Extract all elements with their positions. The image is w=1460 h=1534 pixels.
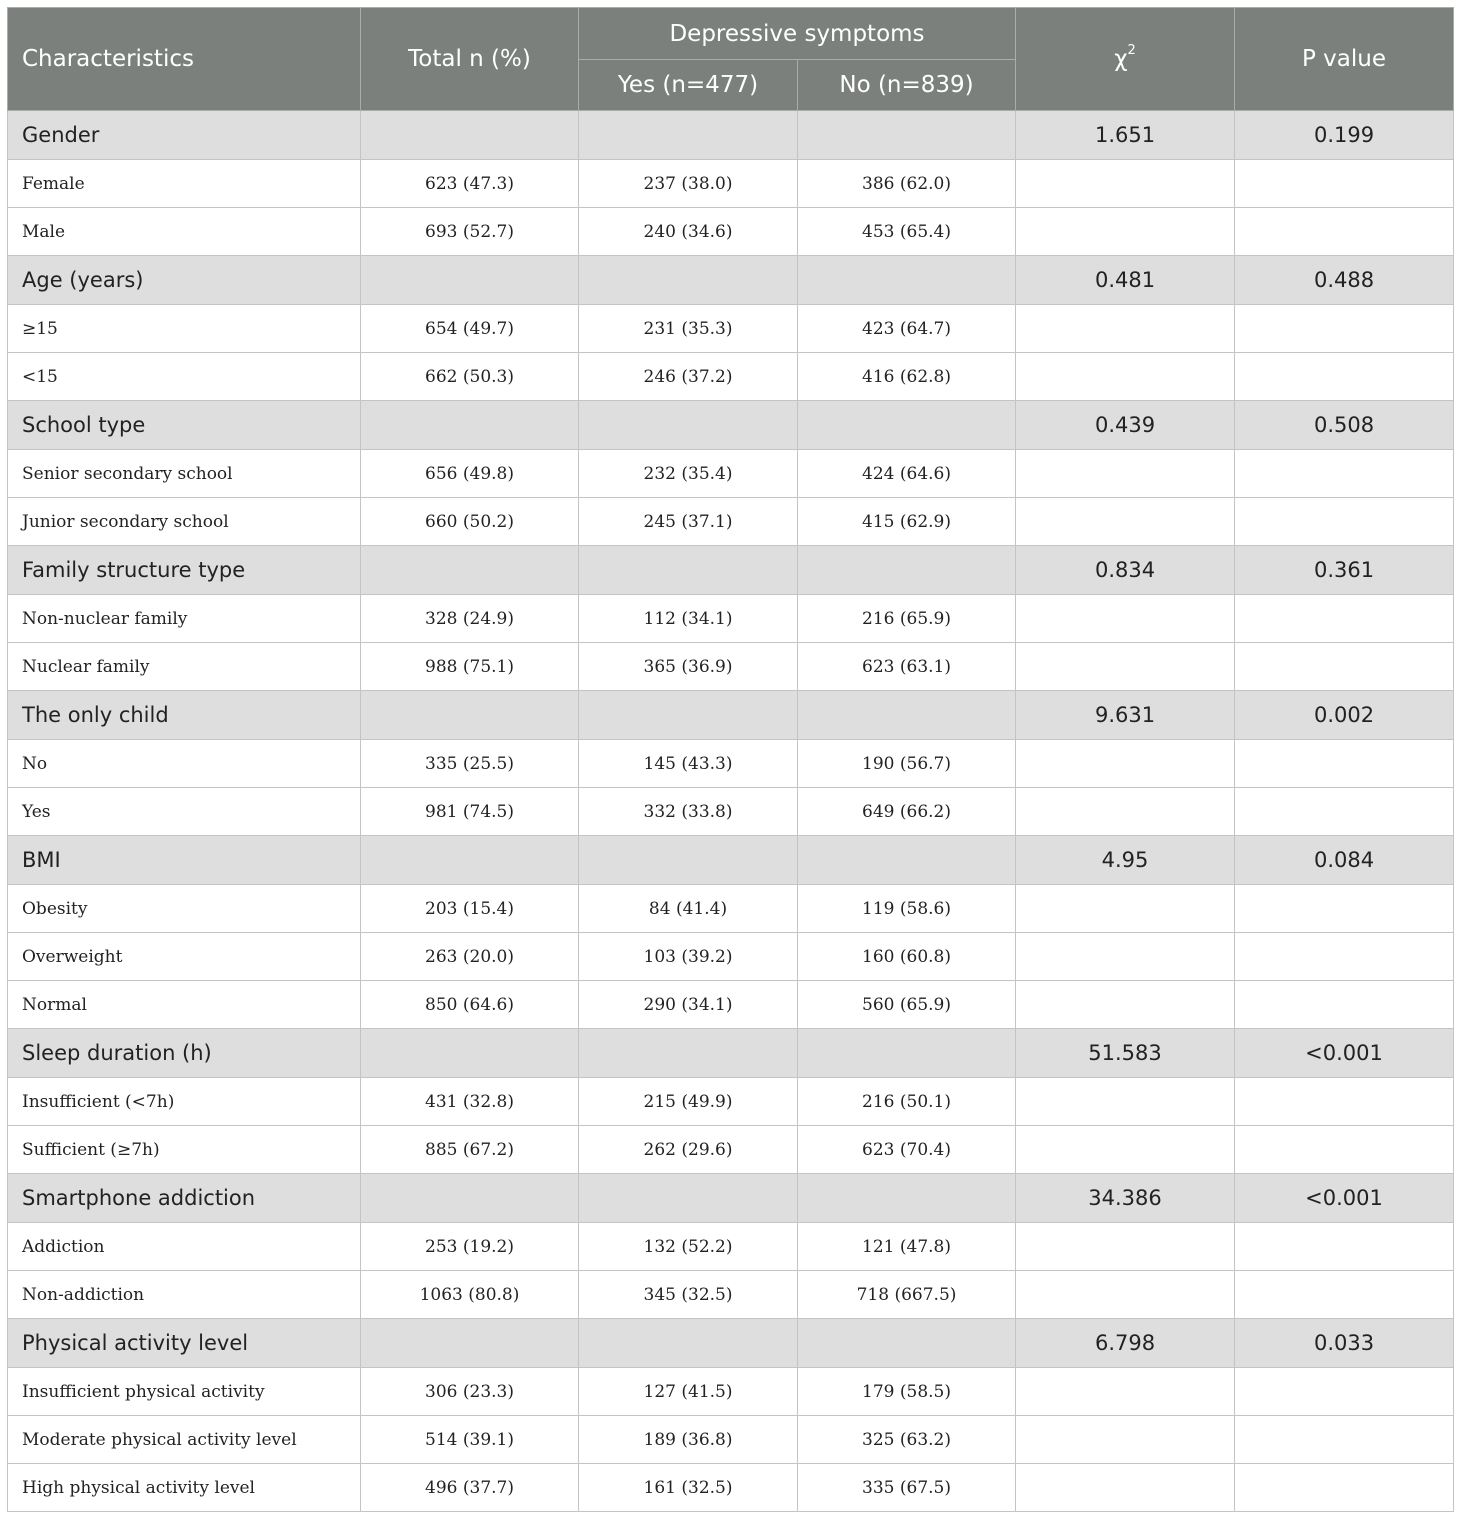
no-cell: 386 (62.0) bbox=[798, 160, 1016, 208]
table-row bbox=[8, 788, 1454, 836]
no-cell: 216 (65.9) bbox=[798, 595, 1016, 643]
row-label: Insufficient physical activity bbox=[8, 1368, 361, 1416]
yes-cell: 103 (39.2) bbox=[579, 933, 798, 981]
chi-square-empty-cell bbox=[1016, 595, 1235, 643]
p-value: <0.001 bbox=[1235, 1029, 1454, 1078]
yes-cell: 145 (43.3) bbox=[579, 740, 798, 788]
p-value: <0.001 bbox=[1235, 1174, 1454, 1223]
no-cell: 335 (67.5) bbox=[798, 1464, 1016, 1512]
no-cell: 119 (58.6) bbox=[798, 885, 1016, 933]
row-label: High physical activity level bbox=[8, 1464, 361, 1512]
chi-square-empty-cell bbox=[1016, 933, 1235, 981]
yes-cell: 237 (38.0) bbox=[579, 160, 798, 208]
category-yes-cell bbox=[579, 836, 798, 885]
category-yes-cell bbox=[579, 691, 798, 740]
yes-cell: 112 (34.1) bbox=[579, 595, 798, 643]
total-cell: 1063 (80.8) bbox=[361, 1271, 579, 1319]
category-total-cell bbox=[361, 1319, 579, 1368]
category-label: School type bbox=[8, 401, 361, 450]
table-row bbox=[8, 305, 1454, 353]
chi-square-value: 4.95 bbox=[1016, 836, 1235, 885]
table-row bbox=[8, 933, 1454, 981]
no-cell: 190 (56.7) bbox=[798, 740, 1016, 788]
chi-symbol: χ bbox=[1114, 46, 1128, 72]
category-no-cell bbox=[798, 546, 1016, 595]
no-cell: 121 (47.8) bbox=[798, 1223, 1016, 1271]
total-cell: 335 (25.5) bbox=[361, 740, 579, 788]
total-cell: 514 (39.1) bbox=[361, 1416, 579, 1464]
chi-square-value: 34.386 bbox=[1016, 1174, 1235, 1223]
row-label: Nuclear family bbox=[8, 643, 361, 691]
total-cell: 656 (49.8) bbox=[361, 450, 579, 498]
category-total-cell bbox=[361, 401, 579, 450]
table-row bbox=[8, 1464, 1454, 1512]
table-row bbox=[8, 1271, 1454, 1319]
table-row bbox=[8, 643, 1454, 691]
total-cell: 496 (37.7) bbox=[361, 1464, 579, 1512]
category-yes-cell bbox=[579, 111, 798, 160]
total-cell: 328 (24.9) bbox=[361, 595, 579, 643]
row-label: No bbox=[8, 740, 361, 788]
p-value: 0.199 bbox=[1235, 111, 1454, 160]
chi-square-empty-cell bbox=[1016, 643, 1235, 691]
chi-square-value: 1.651 bbox=[1016, 111, 1235, 160]
total-cell: 431 (32.8) bbox=[361, 1078, 579, 1126]
row-label: Normal bbox=[8, 981, 361, 1029]
no-cell: 649 (66.2) bbox=[798, 788, 1016, 836]
row-label: Female bbox=[8, 160, 361, 208]
table-row bbox=[8, 1223, 1454, 1271]
row-label: Insufficient (<7h) bbox=[8, 1078, 361, 1126]
p-value: 0.033 bbox=[1235, 1319, 1454, 1368]
category-no-cell bbox=[798, 1319, 1016, 1368]
p-value-empty-cell bbox=[1235, 981, 1454, 1029]
table-row bbox=[8, 1078, 1454, 1126]
chi-square-value: 0.834 bbox=[1016, 546, 1235, 595]
category-row bbox=[8, 256, 1454, 305]
row-label: Male bbox=[8, 208, 361, 256]
category-total-cell bbox=[361, 1029, 579, 1078]
p-value-empty-cell bbox=[1235, 1078, 1454, 1126]
header-characteristics: Characteristics bbox=[8, 8, 361, 111]
table-row bbox=[8, 595, 1454, 643]
yes-cell: 189 (36.8) bbox=[579, 1416, 798, 1464]
chi-square-empty-cell bbox=[1016, 1416, 1235, 1464]
chi-square-empty-cell bbox=[1016, 160, 1235, 208]
characteristics-table-container bbox=[7, 7, 1453, 1512]
category-yes-cell bbox=[579, 1029, 798, 1078]
total-cell: 981 (74.5) bbox=[361, 788, 579, 836]
table-row bbox=[8, 450, 1454, 498]
total-cell: 654 (49.7) bbox=[361, 305, 579, 353]
category-total-cell bbox=[361, 836, 579, 885]
category-row bbox=[8, 401, 1454, 450]
chi-square-empty-cell bbox=[1016, 885, 1235, 933]
category-no-cell bbox=[798, 836, 1016, 885]
header-no: No (n=839) bbox=[798, 60, 1016, 111]
yes-cell: 262 (29.6) bbox=[579, 1126, 798, 1174]
header-yes: Yes (n=477) bbox=[579, 60, 798, 111]
table-row bbox=[8, 981, 1454, 1029]
chi-square-empty-cell bbox=[1016, 1271, 1235, 1319]
category-row bbox=[8, 1319, 1454, 1368]
no-cell: 423 (64.7) bbox=[798, 305, 1016, 353]
no-cell: 160 (60.8) bbox=[798, 933, 1016, 981]
category-total-cell bbox=[361, 691, 579, 740]
p-value-empty-cell bbox=[1235, 643, 1454, 691]
category-row bbox=[8, 546, 1454, 595]
p-value-empty-cell bbox=[1235, 353, 1454, 401]
p-value-empty-cell bbox=[1235, 595, 1454, 643]
total-cell: 850 (64.6) bbox=[361, 981, 579, 1029]
chi-square-empty-cell bbox=[1016, 450, 1235, 498]
p-value-empty-cell bbox=[1235, 208, 1454, 256]
yes-cell: 365 (36.9) bbox=[579, 643, 798, 691]
chi-superscript: 2 bbox=[1127, 43, 1136, 59]
total-cell: 693 (52.7) bbox=[361, 208, 579, 256]
category-row bbox=[8, 111, 1454, 160]
no-cell: 560 (65.9) bbox=[798, 981, 1016, 1029]
table-body bbox=[8, 111, 1454, 1512]
table-row bbox=[8, 1416, 1454, 1464]
p-value-empty-cell bbox=[1235, 498, 1454, 546]
p-value-empty-cell bbox=[1235, 1126, 1454, 1174]
row-label: Overweight bbox=[8, 933, 361, 981]
chi-square-value: 0.481 bbox=[1016, 256, 1235, 305]
p-value: 0.084 bbox=[1235, 836, 1454, 885]
no-cell: 424 (64.6) bbox=[798, 450, 1016, 498]
no-cell: 415 (62.9) bbox=[798, 498, 1016, 546]
chi-square-empty-cell bbox=[1016, 1223, 1235, 1271]
yes-cell: 240 (34.6) bbox=[579, 208, 798, 256]
chi-square-value: 9.631 bbox=[1016, 691, 1235, 740]
category-label: BMI bbox=[8, 836, 361, 885]
row-label: Junior secondary school bbox=[8, 498, 361, 546]
yes-cell: 290 (34.1) bbox=[579, 981, 798, 1029]
chi-square-empty-cell bbox=[1016, 305, 1235, 353]
total-cell: 660 (50.2) bbox=[361, 498, 579, 546]
row-label: Senior secondary school bbox=[8, 450, 361, 498]
no-cell: 453 (65.4) bbox=[798, 208, 1016, 256]
total-cell: 623 (47.3) bbox=[361, 160, 579, 208]
table-row bbox=[8, 740, 1454, 788]
chi-square-empty-cell bbox=[1016, 208, 1235, 256]
row-label: Sufficient (≥7h) bbox=[8, 1126, 361, 1174]
table-row bbox=[8, 160, 1454, 208]
p-value: 0.508 bbox=[1235, 401, 1454, 450]
chi-square-empty-cell bbox=[1016, 353, 1235, 401]
p-value-empty-cell bbox=[1235, 933, 1454, 981]
total-cell: 988 (75.1) bbox=[361, 643, 579, 691]
chi-square-empty-cell bbox=[1016, 1126, 1235, 1174]
total-cell: 306 (23.3) bbox=[361, 1368, 579, 1416]
category-total-cell bbox=[361, 256, 579, 305]
row-label: ≥15 bbox=[8, 305, 361, 353]
chi-square-empty-cell bbox=[1016, 981, 1235, 1029]
no-cell: 179 (58.5) bbox=[798, 1368, 1016, 1416]
chi-square-empty-cell bbox=[1016, 788, 1235, 836]
p-value: 0.361 bbox=[1235, 546, 1454, 595]
chi-square-empty-cell bbox=[1016, 1464, 1235, 1512]
header-total: Total n (%) bbox=[361, 8, 579, 111]
category-total-cell bbox=[361, 1174, 579, 1223]
table-header bbox=[8, 8, 1454, 111]
p-value: 0.488 bbox=[1235, 256, 1454, 305]
category-row bbox=[8, 1174, 1454, 1223]
table-row bbox=[8, 885, 1454, 933]
p-value-empty-cell bbox=[1235, 740, 1454, 788]
category-label: Smartphone addiction bbox=[8, 1174, 361, 1223]
total-cell: 253 (19.2) bbox=[361, 1223, 579, 1271]
characteristics-table bbox=[7, 7, 1454, 1512]
row-label: Addiction bbox=[8, 1223, 361, 1271]
table-row bbox=[8, 1126, 1454, 1174]
category-no-cell bbox=[798, 1174, 1016, 1223]
category-no-cell bbox=[798, 111, 1016, 160]
total-cell: 662 (50.3) bbox=[361, 353, 579, 401]
yes-cell: 127 (41.5) bbox=[579, 1368, 798, 1416]
no-cell: 623 (63.1) bbox=[798, 643, 1016, 691]
chi-square-value: 0.439 bbox=[1016, 401, 1235, 450]
row-label: Yes bbox=[8, 788, 361, 836]
chi-square-value: 51.583 bbox=[1016, 1029, 1235, 1078]
yes-cell: 161 (32.5) bbox=[579, 1464, 798, 1512]
category-total-cell bbox=[361, 546, 579, 595]
no-cell: 718 (667.5) bbox=[798, 1271, 1016, 1319]
yes-cell: 215 (49.9) bbox=[579, 1078, 798, 1126]
yes-cell: 132 (52.2) bbox=[579, 1223, 798, 1271]
category-row bbox=[8, 691, 1454, 740]
category-row bbox=[8, 836, 1454, 885]
row-label: Obesity bbox=[8, 885, 361, 933]
category-label: Sleep duration (h) bbox=[8, 1029, 361, 1078]
row-label: <15 bbox=[8, 353, 361, 401]
table-row bbox=[8, 1368, 1454, 1416]
p-value-empty-cell bbox=[1235, 450, 1454, 498]
yes-cell: 232 (35.4) bbox=[579, 450, 798, 498]
row-label: Non-addiction bbox=[8, 1271, 361, 1319]
yes-cell: 84 (41.4) bbox=[579, 885, 798, 933]
p-value: 0.002 bbox=[1235, 691, 1454, 740]
table-row bbox=[8, 498, 1454, 546]
row-label: Moderate physical activity level bbox=[8, 1416, 361, 1464]
category-label: The only child bbox=[8, 691, 361, 740]
total-cell: 203 (15.4) bbox=[361, 885, 579, 933]
yes-cell: 246 (37.2) bbox=[579, 353, 798, 401]
category-no-cell bbox=[798, 256, 1016, 305]
chi-square-empty-cell bbox=[1016, 740, 1235, 788]
table-row bbox=[8, 353, 1454, 401]
p-value-empty-cell bbox=[1235, 885, 1454, 933]
yes-cell: 345 (32.5) bbox=[579, 1271, 798, 1319]
category-no-cell bbox=[798, 401, 1016, 450]
p-value-empty-cell bbox=[1235, 1464, 1454, 1512]
row-label: Non-nuclear family bbox=[8, 595, 361, 643]
chi-square-empty-cell bbox=[1016, 1078, 1235, 1126]
p-value-empty-cell bbox=[1235, 1223, 1454, 1271]
header-chi-square bbox=[1016, 8, 1235, 111]
no-cell: 416 (62.8) bbox=[798, 353, 1016, 401]
category-label: Family structure type bbox=[8, 546, 361, 595]
category-label: Gender bbox=[8, 111, 361, 160]
p-value-empty-cell bbox=[1235, 1416, 1454, 1464]
category-yes-cell bbox=[579, 546, 798, 595]
total-cell: 263 (20.0) bbox=[361, 933, 579, 981]
category-no-cell bbox=[798, 1029, 1016, 1078]
no-cell: 623 (70.4) bbox=[798, 1126, 1016, 1174]
category-total-cell bbox=[361, 111, 579, 160]
p-value-empty-cell bbox=[1235, 1368, 1454, 1416]
category-yes-cell bbox=[579, 1174, 798, 1223]
category-yes-cell bbox=[579, 401, 798, 450]
category-no-cell bbox=[798, 691, 1016, 740]
category-label: Age (years) bbox=[8, 256, 361, 305]
table-row bbox=[8, 208, 1454, 256]
total-cell: 885 (67.2) bbox=[361, 1126, 579, 1174]
chi-square-empty-cell bbox=[1016, 498, 1235, 546]
yes-cell: 332 (33.8) bbox=[579, 788, 798, 836]
category-yes-cell bbox=[579, 256, 798, 305]
chi-square-empty-cell bbox=[1016, 1368, 1235, 1416]
category-label: Physical activity level bbox=[8, 1319, 361, 1368]
category-row bbox=[8, 1029, 1454, 1078]
p-value-empty-cell bbox=[1235, 788, 1454, 836]
p-value-empty-cell bbox=[1235, 160, 1454, 208]
yes-cell: 245 (37.1) bbox=[579, 498, 798, 546]
header-p-value: P value bbox=[1235, 8, 1454, 111]
category-yes-cell bbox=[579, 1319, 798, 1368]
header-depressive-symptoms: Depressive symptoms bbox=[579, 8, 1016, 60]
p-value-empty-cell bbox=[1235, 305, 1454, 353]
chi-square-value: 6.798 bbox=[1016, 1319, 1235, 1368]
no-cell: 216 (50.1) bbox=[798, 1078, 1016, 1126]
no-cell: 325 (63.2) bbox=[798, 1416, 1016, 1464]
yes-cell: 231 (35.3) bbox=[579, 305, 798, 353]
p-value-empty-cell bbox=[1235, 1271, 1454, 1319]
